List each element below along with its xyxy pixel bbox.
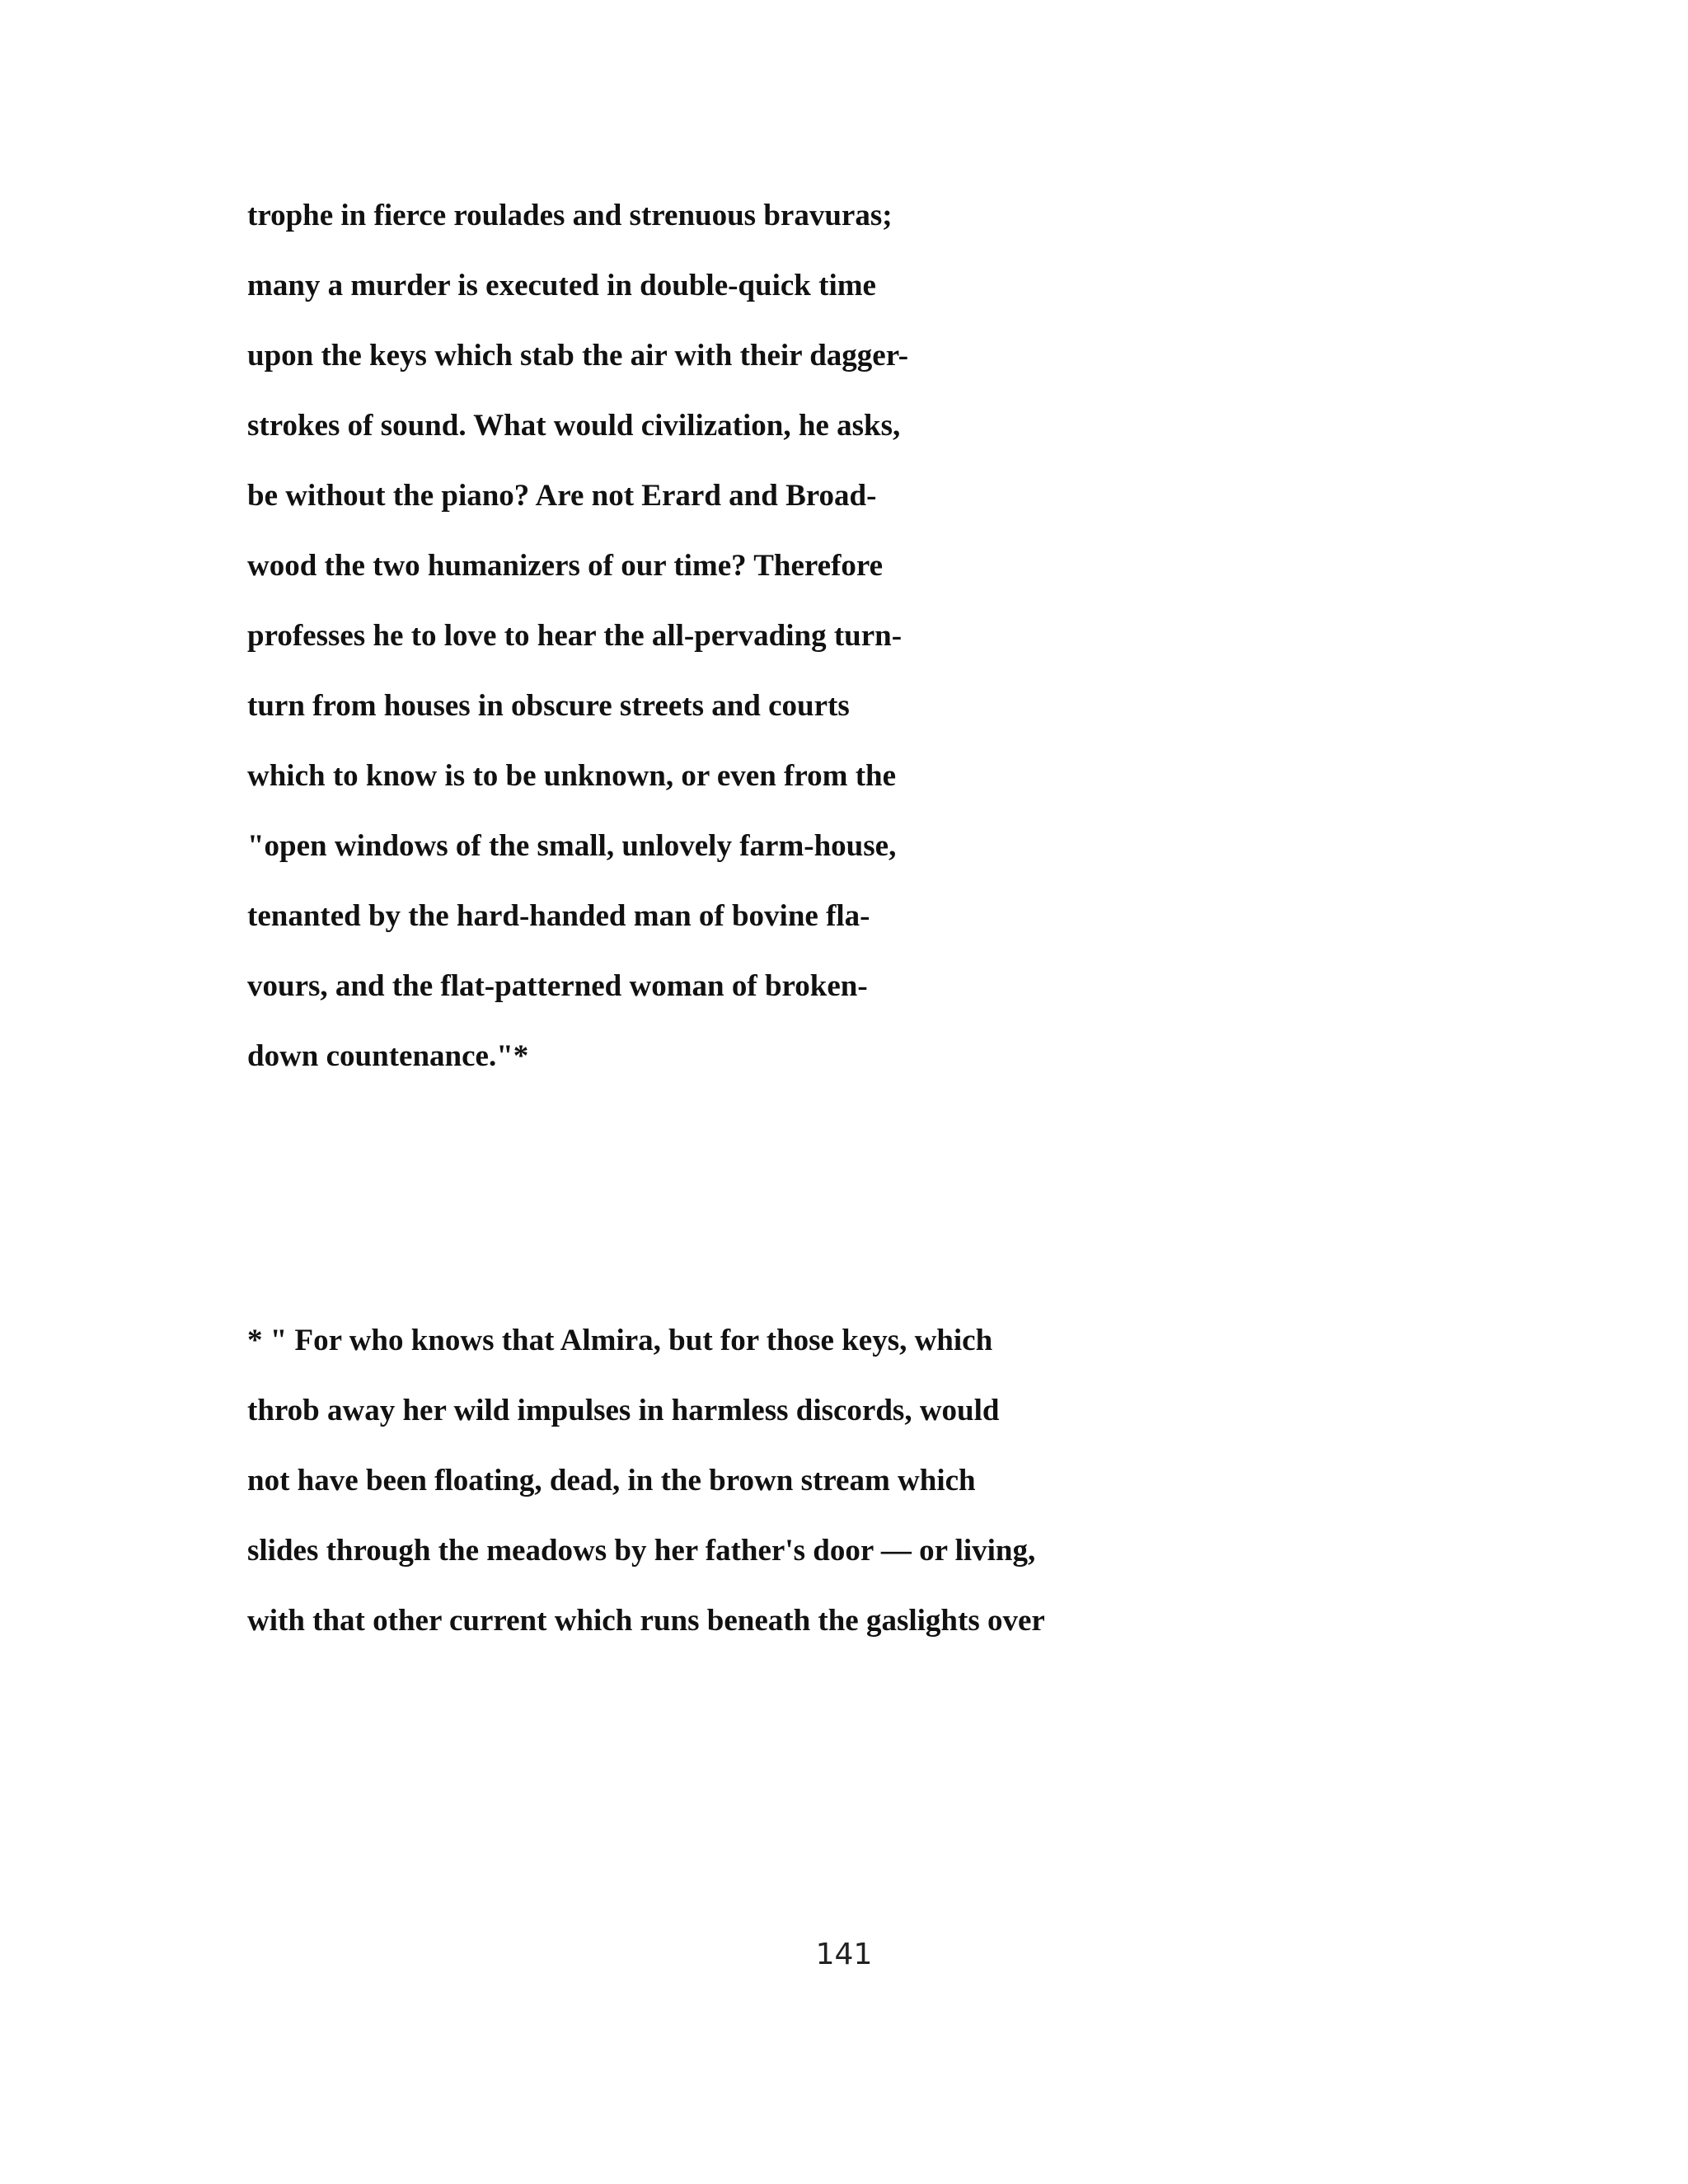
footnote-line: slides through the meadows by her father's door — or living, — [247, 1534, 1036, 1568]
body-line: vours, and the flat-patterned woman of broken- — [247, 969, 868, 1003]
body-line: strokes of sound. What would civilization, he asks, — [247, 409, 901, 443]
body-line: trophe in fierce roulades and strenuous bravuras; — [247, 199, 893, 232]
footnote-line: not have been floating, dead, in the brown stream which — [247, 1464, 976, 1497]
footnote-line: throb away her wild impulses in harmless discords, would — [247, 1394, 1000, 1427]
body-line: tenanted by the hard-handed man of bovine fla- — [247, 899, 870, 933]
body-line: "open windows of the small, unlovely farm-house, — [247, 829, 897, 863]
body-line: which to know is to be unknown, or even from the — [247, 759, 897, 793]
body-line: many a murder is executed in double-quick time — [247, 269, 876, 302]
body-line: professes he to love to hear the all-pervading turn- — [247, 619, 903, 653]
body-line: wood the two humanizers of our time? Therefore — [247, 549, 884, 583]
body-line: be without the piano? Are not Erard and Broad- — [247, 479, 877, 513]
body-line: down countenance."* — [247, 1039, 529, 1073]
footnote-line: with that other current which runs beneath the gaslights over — [247, 1604, 1045, 1638]
footnote-line: * " For who knows that Almira, but for those keys, which — [247, 1324, 993, 1357]
page-number: 141 — [815, 1938, 873, 1971]
body-line: turn from houses in obscure streets and courts — [247, 689, 850, 723]
body-line: upon the keys which stab the air with their dagger- — [247, 339, 909, 373]
